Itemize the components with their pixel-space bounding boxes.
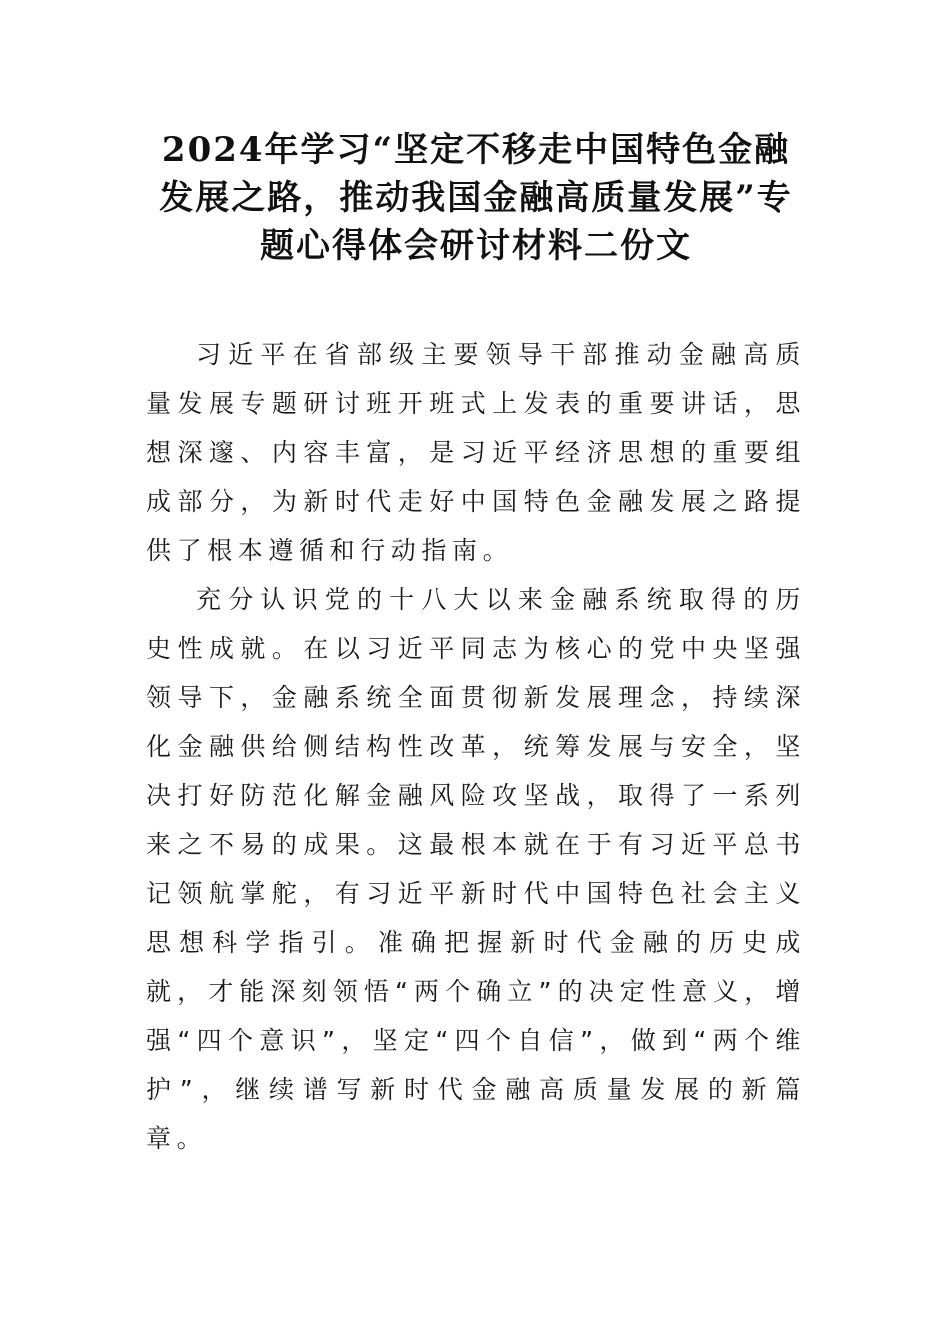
paragraph-1: 习近平在省部级主要领导干部推动金融高质量发展专题研讨班开班式上发表的重要讲话，思想深邃、内容丰富，是习近平经济思想的重要组成部分，为新时代走好中国特色金融发展之路提供了根本遵循和行动指南。 (146, 340, 806, 565)
document-title: 2024年学习“坚定不移走中国特色金融发展之路，推动我国金融高质量发展”专题心得体会研讨材料二份文 (159, 130, 793, 266)
paragraph-2: 充分认识党的十八大以来金融系统取得的历史性成就。在以习近平同志为核心的党中央坚强领导下，金融系统全面贯彻新发展理念，持续深化金融供给侧结构性改革，统筹发展与安全，坚决打好防范化解金融风险攻坚战，取得了一系列来之不易的成果。这最根本就在于有习近平总书记领航掌舵，有习近平新时代中国特色社会主义思想科学指引。准确把握新时代金融的历史成就，才能深刻领悟“两个确立”的决定性意义，增强“四个意识”，坚定“四个自信”，做到“两个维护”，继续谱写新时代金融高质量发展的新篇章。 (146, 585, 806, 1153)
document-body (146, 330, 806, 1163)
